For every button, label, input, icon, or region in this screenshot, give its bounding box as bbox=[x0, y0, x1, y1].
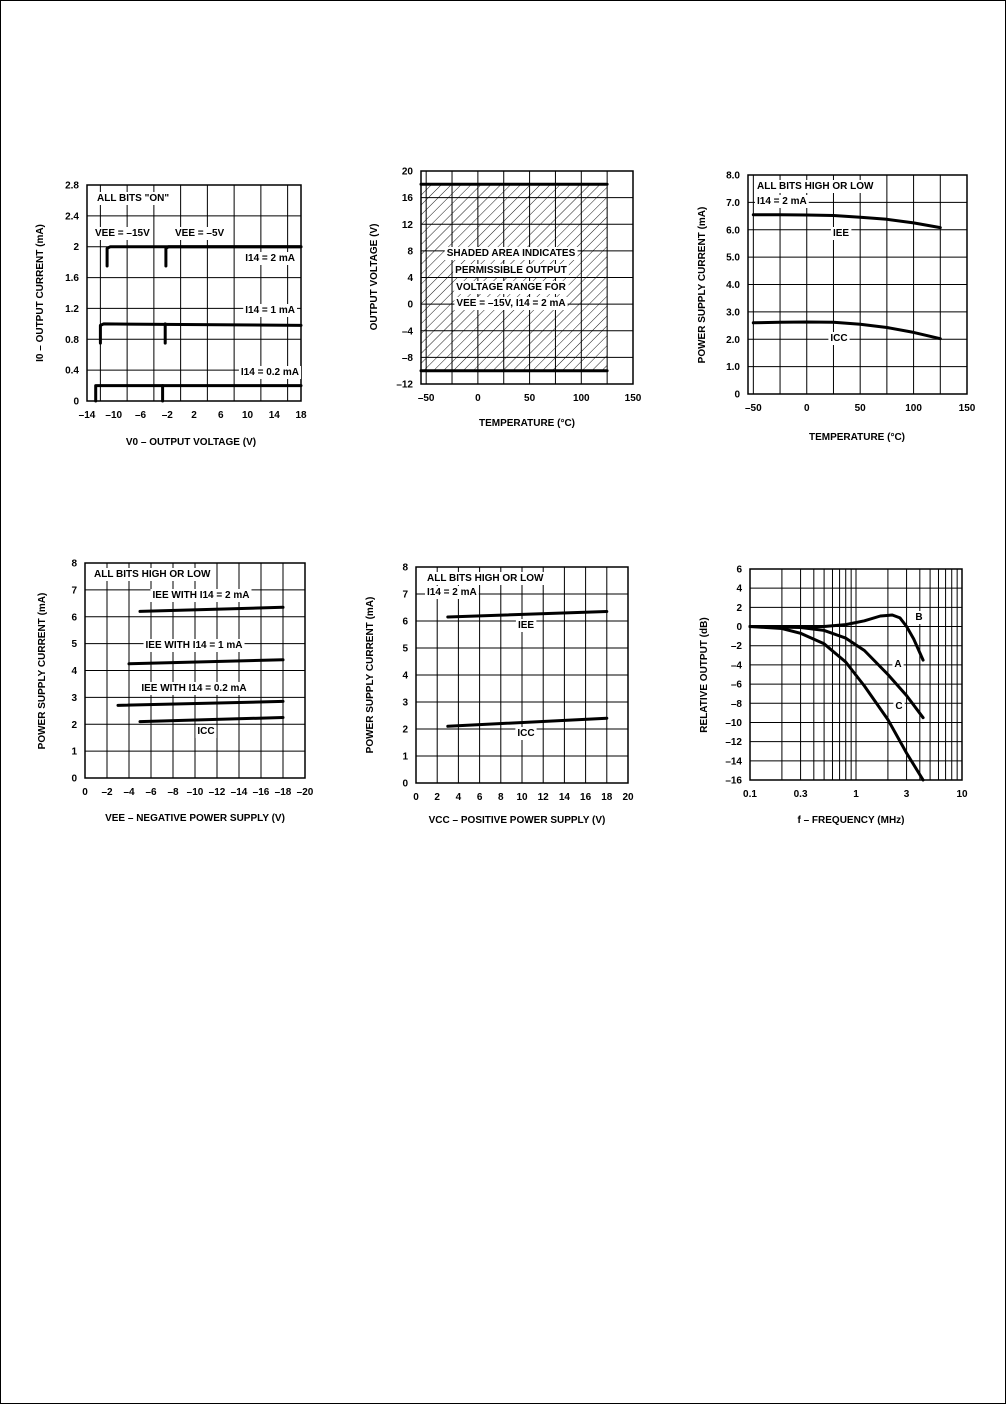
y-tick-label: 1 bbox=[402, 751, 408, 763]
annotation-label: IEE bbox=[832, 228, 850, 239]
x-tick-label: 50 bbox=[524, 393, 536, 404]
x-tick-label: 20 bbox=[622, 792, 634, 803]
annotation-label: I14 = 2 mA bbox=[427, 587, 477, 598]
annotation-label: A bbox=[894, 659, 902, 670]
series-line bbox=[448, 718, 607, 726]
y-tick-label: 8 bbox=[71, 558, 77, 570]
x-axis-label: VCC – POSITIVE POWER SUPPLY (V) bbox=[428, 815, 606, 826]
x-tick-label: –4 bbox=[123, 787, 135, 798]
series-line bbox=[140, 607, 283, 611]
x-tick-label: 10 bbox=[516, 792, 528, 803]
x-tick-label: 0.3 bbox=[793, 789, 808, 800]
x-axis-label: TEMPERATURE (°C) bbox=[808, 432, 906, 443]
chart-2 bbox=[369, 167, 642, 430]
x-tick-label: –2 bbox=[101, 787, 113, 798]
x-tick-label: 0 bbox=[413, 792, 419, 803]
y-tick-label: 0 bbox=[402, 778, 408, 790]
x-tick-label: 150 bbox=[624, 393, 642, 404]
series-line bbox=[96, 386, 301, 401]
y-tick-label: 20 bbox=[401, 166, 413, 178]
annotation-label: ALL BITS HIGH OR LOW bbox=[94, 569, 211, 580]
annotation-label: IEE WITH I14 = 2 mA bbox=[152, 590, 250, 601]
y-tick-label: 6 bbox=[71, 612, 77, 624]
x-tick-label: 4 bbox=[455, 792, 462, 803]
annotation-label: IEE bbox=[517, 620, 535, 631]
y-tick-label: 1.2 bbox=[65, 303, 79, 315]
chart-5 bbox=[365, 563, 634, 827]
series-line bbox=[118, 701, 283, 705]
y-tick-label: 8 bbox=[402, 562, 408, 574]
x-tick-label: 0.1 bbox=[743, 789, 757, 800]
x-tick-label: –50 bbox=[417, 393, 435, 404]
y-tick-label: –14 bbox=[725, 756, 742, 768]
x-tick-label: –50 bbox=[744, 403, 762, 414]
annotation-label: IEE WITH I14 = 0.2 mA bbox=[141, 683, 247, 694]
x-tick-label: –14 bbox=[78, 410, 96, 421]
x-tick-label: –16 bbox=[252, 787, 270, 798]
chart-4 bbox=[37, 559, 314, 825]
x-tick-label: 10 bbox=[956, 789, 968, 800]
x-tick-label: 100 bbox=[905, 403, 922, 414]
annotation-label: ALL BITS HIGH OR LOW bbox=[757, 181, 874, 192]
series-line bbox=[448, 612, 607, 618]
y-tick-label: 7 bbox=[71, 585, 77, 597]
y-tick-label: 3 bbox=[71, 692, 77, 704]
y-tick-label: 3 bbox=[402, 697, 408, 709]
x-tick-label: 14 bbox=[558, 792, 570, 803]
y-tick-label: 7.0 bbox=[726, 197, 740, 209]
y-tick-label: –12 bbox=[396, 379, 413, 391]
series-line bbox=[129, 660, 283, 664]
x-tick-label: 2 bbox=[191, 410, 197, 421]
y-tick-label: 5 bbox=[71, 639, 77, 651]
y-tick-label: 6.0 bbox=[726, 225, 740, 237]
y-tick-label: 1.0 bbox=[726, 362, 740, 374]
x-tick-label: –18 bbox=[274, 787, 292, 798]
y-axis-label: I0 – OUTPUT CURRENT (mA) bbox=[35, 224, 46, 362]
x-tick-label: –14 bbox=[230, 787, 248, 798]
x-tick-label: 10 bbox=[241, 410, 254, 421]
y-tick-label: 2.0 bbox=[726, 334, 740, 346]
y-tick-label: –6 bbox=[730, 679, 742, 691]
annotation-label: VEE = –15V, I14 = 2 mA bbox=[456, 298, 566, 309]
annotation-label: C bbox=[895, 701, 903, 712]
y-tick-label: 4 bbox=[71, 666, 77, 677]
x-tick-label: 0 bbox=[803, 403, 810, 414]
y-tick-label: 16 bbox=[401, 193, 413, 205]
x-tick-label: –6 bbox=[145, 787, 157, 798]
x-tick-label: –20 bbox=[296, 787, 314, 798]
series-line bbox=[100, 324, 301, 343]
y-tick-label: –2 bbox=[730, 641, 742, 653]
x-tick-label: 18 bbox=[295, 410, 307, 421]
y-tick-label: –4 bbox=[401, 326, 413, 338]
x-tick-label: –2 bbox=[161, 410, 173, 421]
annotation-label: I14 = 0.2 mA bbox=[240, 367, 299, 378]
x-tick-label: 100 bbox=[572, 393, 590, 404]
y-tick-label: 6 bbox=[736, 564, 742, 576]
x-tick-label: 0 bbox=[475, 393, 481, 404]
y-tick-label: –16 bbox=[725, 775, 742, 787]
y-tick-label: 8 bbox=[407, 246, 413, 258]
chart-1 bbox=[35, 181, 307, 449]
y-tick-label: 2 bbox=[736, 602, 742, 614]
x-tick-label: 14 bbox=[268, 410, 280, 421]
x-tick-label: –10 bbox=[105, 410, 123, 421]
annotation-label: VOLTAGE RANGE FOR bbox=[456, 282, 566, 293]
x-axis-label: TEMPERATURE (°C) bbox=[478, 418, 576, 429]
x-axis-label: f – FREQUENCY (MHz) bbox=[797, 815, 905, 826]
x-axis-label: V0 – OUTPUT VOLTAGE (V) bbox=[125, 437, 257, 448]
y-axis-label: POWER SUPPLY CURRENT (mA) bbox=[365, 596, 376, 754]
y-tick-label: 4 bbox=[736, 583, 742, 595]
annotation-label: VEE = –5V bbox=[175, 228, 225, 239]
y-axis-label: POWER SUPPLY CURRENT (mA) bbox=[37, 592, 48, 750]
x-tick-label: –6 bbox=[134, 410, 147, 421]
y-tick-label: –12 bbox=[725, 737, 742, 749]
annotation-label: B bbox=[915, 612, 923, 623]
chart-3 bbox=[697, 171, 976, 444]
y-tick-label: 2.4 bbox=[65, 211, 79, 223]
x-tick-label: 8 bbox=[498, 792, 504, 803]
y-tick-label: 5.0 bbox=[726, 252, 740, 264]
y-tick-label: 0 bbox=[736, 622, 742, 634]
x-tick-label: 12 bbox=[537, 792, 549, 803]
y-tick-label: 4.0 bbox=[726, 280, 740, 291]
y-tick-label: –10 bbox=[725, 717, 742, 729]
x-tick-label: 6 bbox=[217, 410, 224, 421]
y-tick-label: –8 bbox=[730, 698, 742, 710]
y-axis-label: OUTPUT VOLTAGE (V) bbox=[369, 223, 380, 331]
y-tick-label: 2 bbox=[71, 719, 77, 731]
x-axis-label: VEE – NEGATIVE POWER SUPPLY (V) bbox=[105, 813, 285, 824]
y-tick-label: 2 bbox=[73, 242, 79, 254]
y-tick-label: 7 bbox=[402, 589, 408, 601]
annotation-label: IEE WITH I14 = 1 mA bbox=[145, 640, 243, 651]
x-tick-label: 150 bbox=[958, 403, 976, 414]
x-tick-label: 2 bbox=[434, 792, 440, 803]
y-tick-label: 0 bbox=[71, 773, 77, 785]
y-tick-label: 0 bbox=[734, 389, 740, 401]
y-tick-label: 2 bbox=[402, 724, 408, 736]
y-tick-label: –4 bbox=[730, 660, 742, 672]
x-tick-label: 3 bbox=[903, 789, 910, 800]
x-tick-label: 6 bbox=[476, 792, 483, 803]
y-tick-label: 0 bbox=[407, 299, 413, 311]
series-line bbox=[140, 718, 283, 722]
y-tick-label: 0 bbox=[73, 396, 79, 408]
y-tick-label: 2.8 bbox=[65, 180, 79, 192]
performance-curves bbox=[1, 1, 1005, 1403]
chart-6 bbox=[699, 565, 968, 827]
y-tick-label: 3.0 bbox=[726, 307, 740, 319]
y-tick-label: 4 bbox=[402, 670, 408, 682]
annotation-label: SHADED AREA INDICATES bbox=[446, 248, 576, 259]
y-tick-label: 6 bbox=[402, 616, 408, 628]
y-tick-label: 0.4 bbox=[65, 365, 79, 377]
y-tick-label: 1.6 bbox=[65, 273, 79, 285]
x-tick-label: 16 bbox=[580, 792, 592, 803]
annotation-label: ICC bbox=[197, 726, 215, 737]
series-line bbox=[753, 215, 940, 228]
y-axis-label: POWER SUPPLY CURRENT (mA) bbox=[697, 206, 708, 364]
annotation-label: ICC bbox=[830, 333, 848, 344]
y-tick-label: 0.8 bbox=[65, 334, 79, 346]
annotation-label: ALL BITS "ON" bbox=[97, 193, 170, 204]
y-tick-label: 4 bbox=[407, 273, 413, 284]
y-axis-label: RELATIVE OUTPUT (dB) bbox=[699, 617, 710, 733]
y-tick-label: 1 bbox=[71, 746, 77, 758]
x-tick-label: 18 bbox=[601, 792, 613, 803]
annotation-label: ALL BITS HIGH OR LOW bbox=[427, 573, 544, 584]
y-tick-label: 8.0 bbox=[726, 170, 740, 182]
x-tick-label: –12 bbox=[208, 787, 226, 798]
annotation-label: ICC bbox=[517, 728, 535, 739]
x-tick-label: 1 bbox=[853, 789, 859, 800]
annotation-label: PERMISSIBLE OUTPUT bbox=[455, 265, 567, 276]
annotation-label: I14 = 2 mA bbox=[757, 196, 807, 207]
x-tick-label: –8 bbox=[167, 787, 179, 798]
x-tick-label: 0 bbox=[82, 787, 88, 798]
y-tick-label: 5 bbox=[402, 643, 408, 655]
annotation-label: I14 = 2 mA bbox=[245, 253, 295, 264]
annotation-label: I14 = 1 mA bbox=[245, 305, 295, 316]
annotation-label: VEE = –15V bbox=[95, 228, 150, 239]
y-tick-label: 12 bbox=[401, 219, 413, 231]
y-tick-label: –8 bbox=[401, 352, 413, 364]
x-tick-label: –10 bbox=[186, 787, 204, 798]
x-tick-label: 50 bbox=[854, 403, 866, 414]
